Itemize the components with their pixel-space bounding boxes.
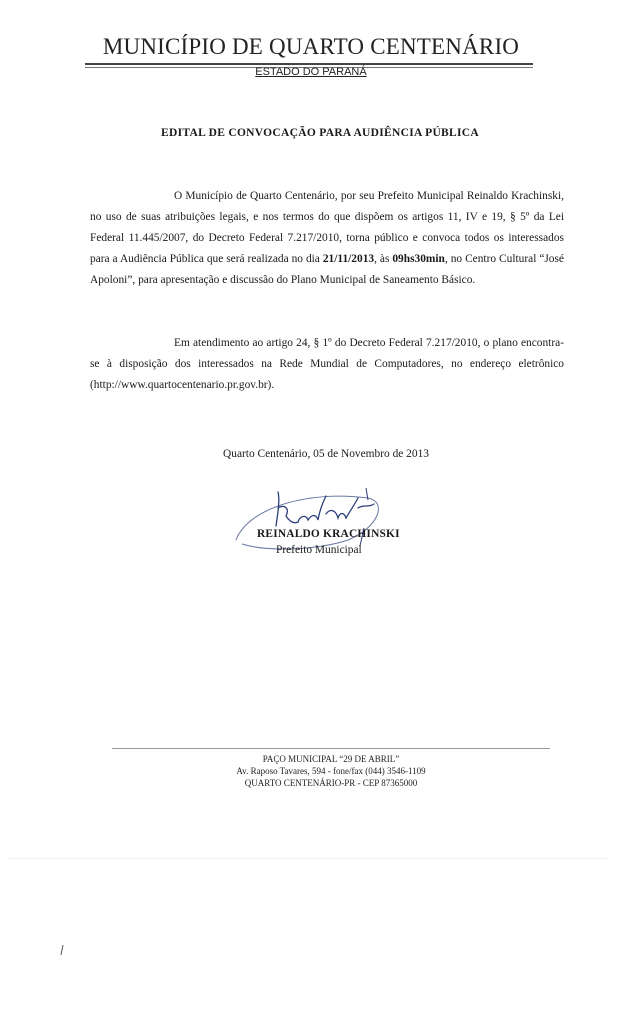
state-subtitle: ESTADO DO PARANÁ (255, 66, 367, 78)
footer-line-1: PAÇO MUNICIPAL “29 DE ABRIL” (262, 754, 400, 764)
scan-artifact-line (8, 858, 608, 859)
paragraph2-text: Em atendimento ao artigo 24, § 1º do Decreto Federal 7.217/2010, o plano encontra-se à disposição dos interessados na Rede Mundial de Computadores, no endereço eletrônico (http://www.quartocentenario.pr.gov.br). (90, 337, 564, 391)
hearing-time: 09hs30min (392, 253, 445, 265)
footer-address (0, 753, 622, 789)
signer-name: REINALDO KRACHINSKI (257, 528, 400, 540)
document-title: EDITAL DE CONVOCAÇÃO PARA AUDIÊNCIA PÚBLICA (161, 127, 479, 139)
footer-line-3: QUARTO CENTENÁRIO-PR - CEP 87365000 (244, 778, 418, 788)
scan-artifact-mark (60, 945, 64, 955)
paragraph1-text-c: , no Centro Cultural “José Apoloni”, para apresentação e discussão do Plano Municipal de Saneamento Básico. (90, 253, 564, 286)
paragraph1-text-a: O Município de Quarto Centenário, por seu Prefeito Municipal Reinaldo Krachinski, no uso de suas atribuições legais, e nos termos do que dispõem os artigos 11, IV e 19, § 5º da Lei Federal 11.445/2007, do Decreto Federal 7.217/2010, torna público e convoca todos os interessados para a Audiência Pública que será realizada no dia (90, 190, 564, 265)
paragraph-availability (90, 333, 564, 396)
footer-divider (112, 748, 550, 749)
signer-role: Prefeito Municipal (276, 544, 362, 556)
hearing-date: 21/11/2013 (322, 253, 375, 265)
paragraph-convocation (90, 186, 564, 291)
paragraph1-text-b: , às (374, 253, 393, 265)
municipality-title: MUNICÍPIO DE QUARTO CENTENÁRIO (102, 34, 520, 59)
place-and-date: Quarto Centenário, 05 de Novembro de 2013 (223, 448, 429, 460)
footer-line-2: Av. Raposo Tavares, 594 - fone/fax (044) 3546-1109 (236, 766, 426, 776)
